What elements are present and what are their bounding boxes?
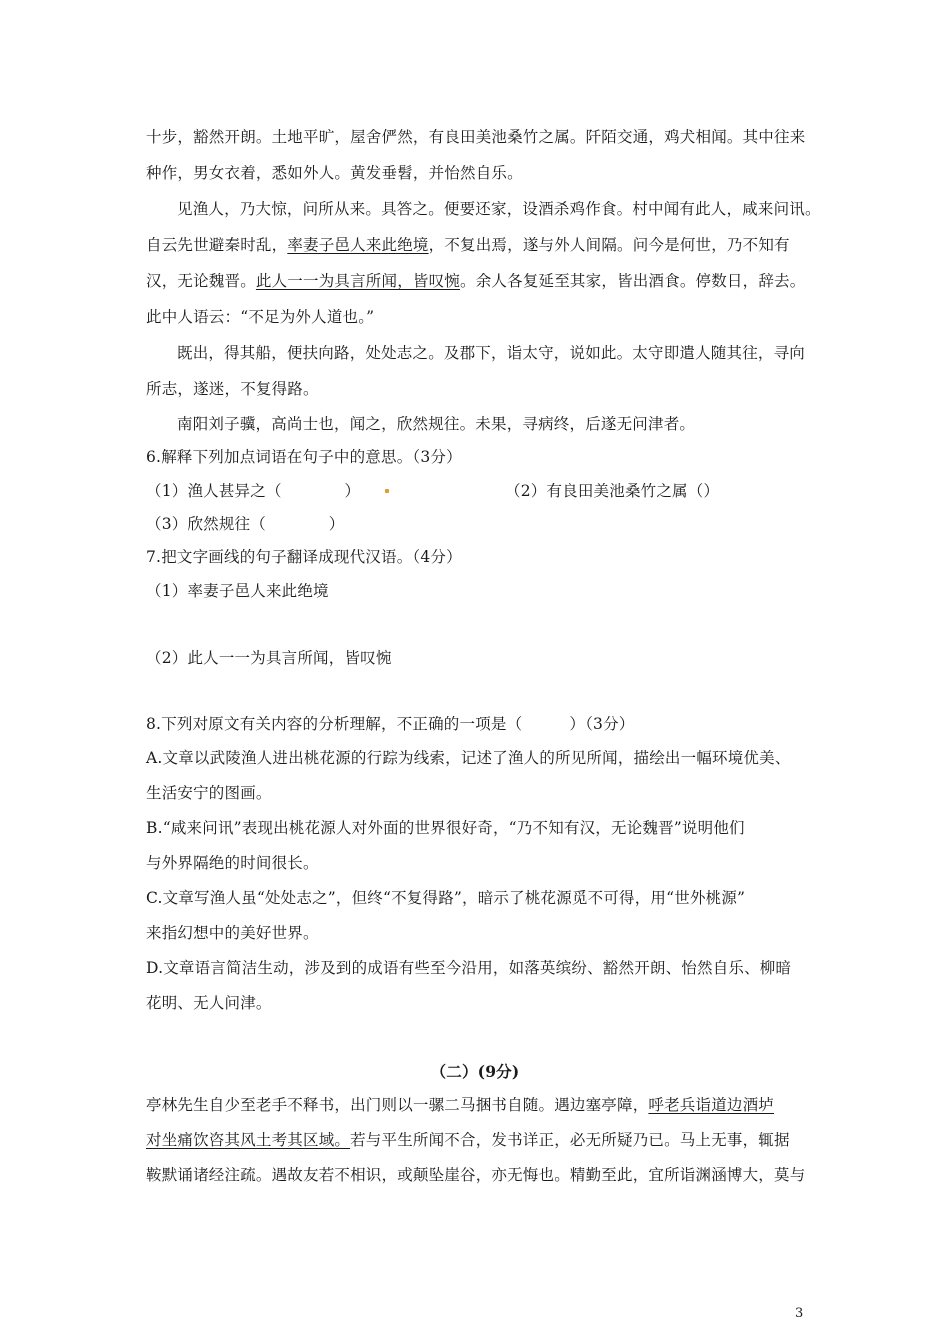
passage-line: 此中人语云：“不足为外人道也。” — [146, 308, 375, 326]
question-7-item-2: （2）此人一一为具言所闻，皆叹惋 — [146, 649, 392, 667]
option-c-cont: 来指幻想中的美好世界。 — [146, 924, 319, 942]
passage-text: 。余人各复延至其家，皆出酒食。停数日，辞去。 — [460, 272, 806, 290]
passage-line — [146, 271, 805, 291]
underlined-sentence: 此人一一为具言所闻，皆叹惋 — [255, 272, 461, 290]
underlined-sentence: 率妻子邑人来此绝境 — [287, 236, 429, 254]
passage-line — [146, 235, 790, 255]
question-7-title: 7.把文字画线的句子翻译成现代汉语。（4分） — [146, 548, 462, 566]
question-6-item-2: （2）有良田美池桑竹之属（） — [505, 482, 720, 500]
passage-2-line — [146, 1130, 790, 1150]
option-d-cont: 花明、无人问津。 — [146, 994, 272, 1012]
underlined-sentence: 对坐痛饮咨其风土考其区域。 — [146, 1131, 351, 1149]
option-d: D.文章语言简洁生动，涉及到的成语有些至今沿用，如落英缤纷、豁然开朗、怡然自乐、柳暗 — [146, 959, 792, 977]
passage-line: 种作，男女衣着，悉如外人。黄发垂髫，并怡然自乐。 — [146, 164, 523, 182]
option-a-cont: 生活安宁的图画。 — [146, 784, 272, 802]
passage-text: 若与平生所闻不合，发书详正，必无所疑乃已。马上无事，辄据 — [350, 1131, 790, 1149]
passage-2-line: 鞍默诵诸经注疏。遇故友若不相识，或颠坠崖谷，亦无悔也。精勤至此，宜所诣渊涵博大，莫与 — [146, 1166, 806, 1184]
question-6-item-1: （1）渔人甚异之（ ） — [146, 482, 361, 500]
orange-dot-mark — [385, 489, 389, 493]
passage-line: 十步，豁然开朗。土地平旷，屋舍俨然，有良田美池桑竹之属。阡陌交通，鸡犬相闻。其中往来 — [146, 128, 806, 146]
section-2-heading: （二）(9分) — [430, 1062, 520, 1081]
question-6-title: 6.解释下列加点词语在句子中的意思。（3分） — [146, 448, 462, 466]
passage-text: ，不复出焉，遂与外人间隔。问今是何世，乃不知有 — [428, 236, 790, 254]
page-number: 3 — [795, 1306, 804, 1321]
passage-2-line — [146, 1095, 774, 1115]
option-b: B.“咸来问讯”表现出桃花源人对外面的世界很好奇，“乃不知有汉，无论魏晋”说明他们 — [146, 819, 745, 837]
passage-line: 所志，遂迷，不复得路。 — [146, 380, 319, 398]
question-7-item-1: （1）率妻子邑人来此绝境 — [146, 582, 329, 600]
passage-line: 既出，得其船，便扶向路，处处志之。及郡下，诣太守，说如此。太守即遣人随其往，寻向 — [177, 344, 806, 362]
passage-line: 南阳刘子骥，高尚士也，闻之，欣然规往。未果，寻病终，后遂无问津者。 — [177, 415, 696, 433]
option-c: C.文章写渔人虽“处处志之”，但终“不复得路”，暗示了桃花源觅不可得，用“世外桃源” — [146, 889, 746, 907]
underlined-sentence: 呼老兵诣道边酒垆 — [648, 1096, 775, 1114]
passage-text: 汉，无论魏晋。 — [146, 272, 256, 290]
option-b-cont: 与外界隔绝的时间很长。 — [146, 854, 319, 872]
passage-text: 自云先世避秦时乱， — [146, 236, 288, 254]
option-a: A.文章以武陵渔人进出桃花源的行踪为线索，记述了渔人的所见所闻，描绘出一幅环境优美、 — [146, 749, 791, 767]
passage-text: 亭林先生自少至老手不释书，出门则以一骡二马捆书自随。遇边塞亭障， — [146, 1096, 649, 1114]
question-6-item-3: （3）欣然规往（ ） — [146, 515, 345, 533]
passage-line: 见渔人，乃大惊，问所从来。具答之。便要还家，设酒杀鸡作食。村中闻有此人，咸来问讯。 — [177, 200, 821, 218]
question-8-title: 8.下列对原文有关内容的分析理解，不正确的一项是（ ）（3分） — [146, 715, 635, 733]
